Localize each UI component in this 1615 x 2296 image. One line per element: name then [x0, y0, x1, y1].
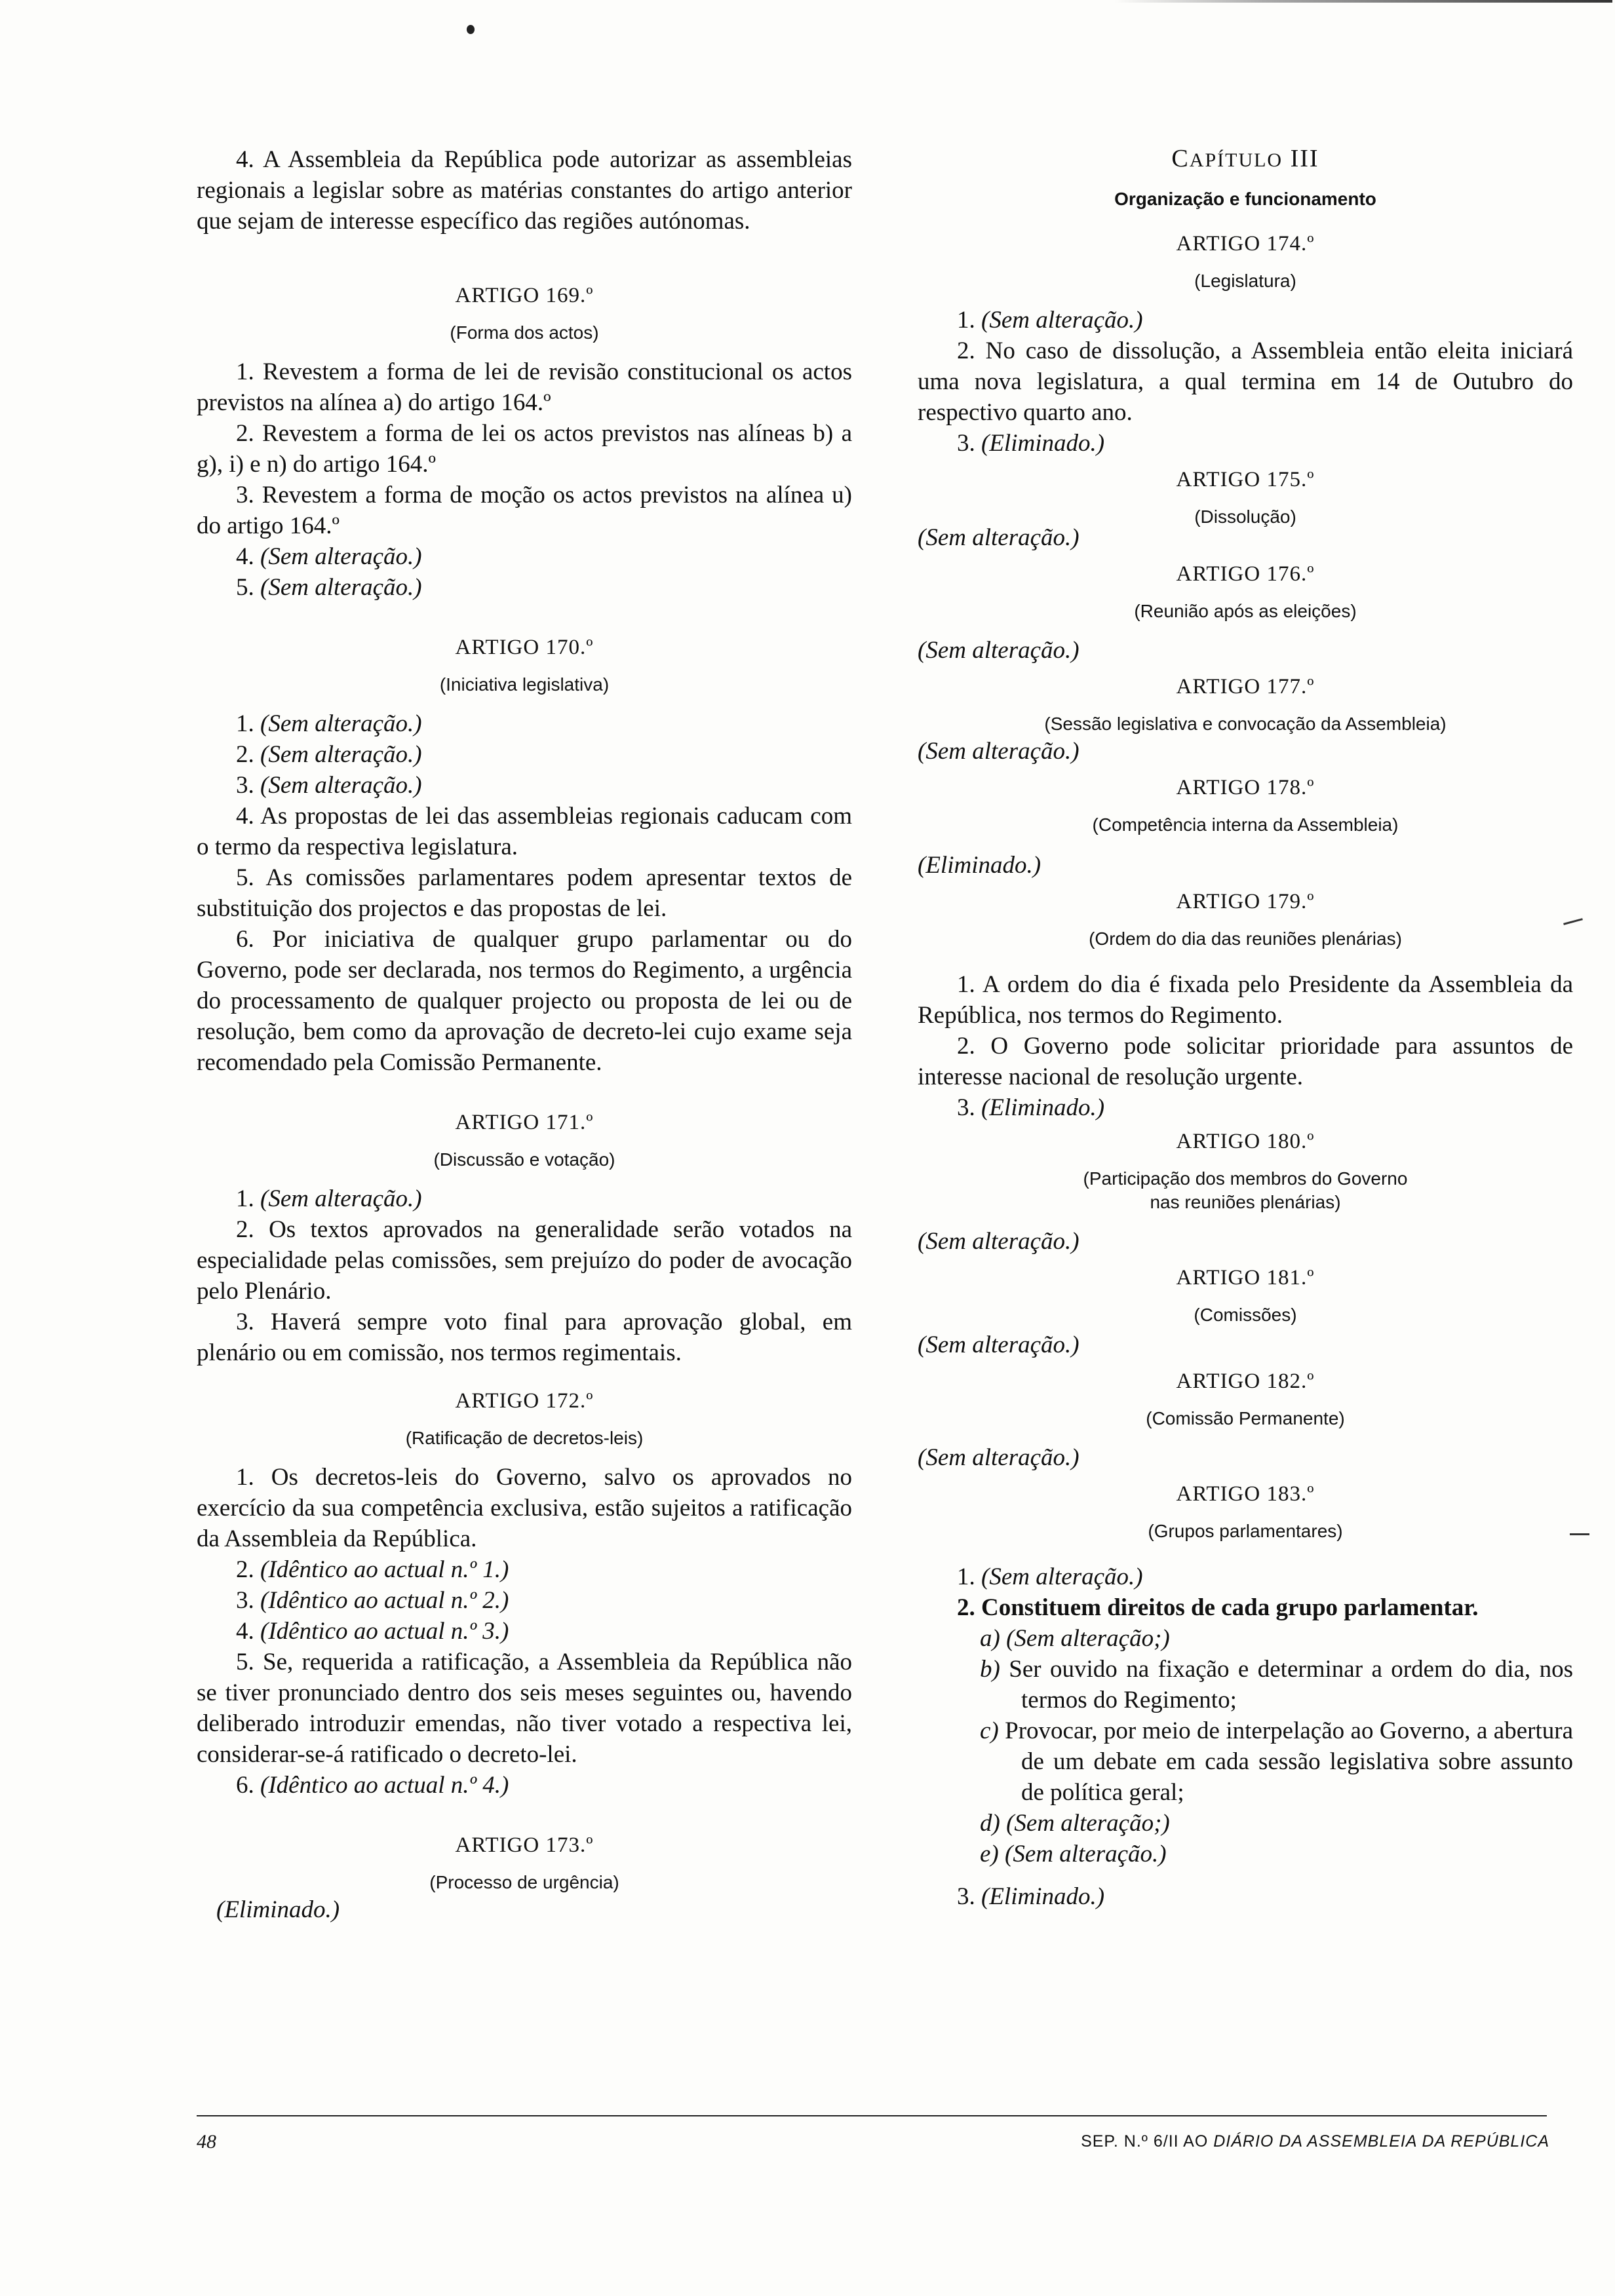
list-item: [918, 1881, 1573, 1912]
article-subtitle: (Reunião após as eleições): [1134, 601, 1357, 621]
article-heading: ARTIGO 173.º: [455, 1833, 594, 1857]
paragraph: 3. Revestem a forma de moção os actos previstos na alínea u) do artigo 164.º: [197, 482, 852, 539]
item-text: (Eliminado.): [981, 430, 1105, 457]
article-heading: ARTIGO 177.º: [1176, 675, 1315, 698]
sub-item: a) (Sem alteração;): [980, 1625, 1170, 1652]
status-line: (Eliminado.): [918, 852, 1041, 879]
list-item: [918, 1561, 1573, 1592]
article-heading: ARTIGO 179.º: [1176, 890, 1315, 913]
item-number: 1.: [957, 1563, 975, 1590]
article-heading: ARTIGO 171.º: [455, 1111, 594, 1134]
paragraph: 4. A Assembleia da República pode autorizar as assembleias regionais a legislar sobre as matérias constantes do artigo anterior que sejam de interesse específico das regiões autónomas.: [197, 146, 852, 235]
list-item: [918, 428, 1573, 459]
scan-dot: [467, 25, 475, 34]
status-line: (Sem alteração.): [918, 1331, 1080, 1358]
article-subtitle: (Forma dos actos): [450, 322, 599, 343]
article-subtitle: (Processo de urgência): [429, 1872, 619, 1892]
right-column: [918, 144, 1573, 1912]
status-line: (Sem alteração.): [918, 637, 1080, 664]
list-item: [197, 1770, 852, 1801]
paragraph: 2. Constituem direitos de cada grupo parlamentar.: [957, 1594, 1479, 1621]
paragraph: 2. Revestem a forma de lei os actos previstos nas alíneas b) a g), i) e n) do artigo 164.º: [197, 420, 852, 478]
sub-item: d) (Sem alteração;): [980, 1810, 1170, 1837]
item-number: 3.: [957, 430, 975, 457]
left-column: [197, 144, 852, 1929]
article-heading: ARTIGO 174.º: [1176, 232, 1315, 256]
chapter-subtitle: Organização e funcionamento: [1114, 189, 1376, 209]
paragraph: 1. A ordem do dia é fixada pelo Presidente da Assembleia da República, nos termos do Regimento.: [918, 971, 1573, 1029]
item-number: 1.: [236, 1185, 254, 1212]
item-text: (Sem alteração.): [260, 710, 422, 737]
item-text: (Eliminado.): [981, 1094, 1105, 1121]
item-number: 3.: [957, 1094, 975, 1121]
sub-item: e) (Sem alteração.): [980, 1841, 1167, 1867]
article-heading: ARTIGO 169.º: [455, 284, 594, 307]
sub-item-letter: b): [980, 1656, 1000, 1683]
article-heading: ARTIGO 175.º: [1176, 468, 1315, 491]
sub-item-text: Ser ouvido na fixação e determinar a ordem do dia, nos termos do Regimento;: [1009, 1656, 1573, 1713]
paragraph: 1. Os decretos-leis do Governo, salvo os aprovados no exercício da sua competência exclusiva, estão sujeitos a ratificação da Assembleia da República.: [197, 1464, 852, 1552]
list-item: [918, 1092, 1573, 1123]
paragraph: 5. Se, requerida a ratificação, a Assembleia da República não se tiver pronunciado dentro dos seis meses seguintes ou, havendo deliberado introduzir emendas, não tiver votado a respectiva lei, considerar-se-á ratificado o decreto-lei.: [197, 1649, 852, 1768]
item-number: 2.: [236, 1556, 254, 1583]
page-number: 48: [197, 2131, 216, 2152]
list-item: [197, 770, 852, 801]
article-subtitle: (Grupos parlamentares): [1148, 1521, 1343, 1541]
article-subtitle: [918, 1167, 1573, 1214]
item-number: 3.: [236, 772, 254, 799]
article-subtitle: (Ratificação de decretos-leis): [405, 1428, 644, 1448]
article-heading: ARTIGO 172.º: [455, 1389, 594, 1413]
publication-reference: [1081, 2132, 1549, 2151]
sub-item-letter: c): [980, 1717, 999, 1744]
paragraph: 2. No caso de dissolução, a Assembleia então eleita iniciará uma nova legislatura, a qual termina em 14 de Outubro do respectivo quarto ano.: [918, 337, 1573, 426]
chapter-rest: APÍTULO: [1189, 149, 1283, 171]
item-text: (Sem alteração.): [260, 772, 422, 799]
item-number: 1.: [236, 710, 254, 737]
footer-rule: [197, 2115, 1547, 2116]
list-item: [197, 708, 852, 739]
article-heading: ARTIGO 182.º: [1176, 1369, 1315, 1393]
list-item: [197, 1183, 852, 1214]
list-item: [197, 739, 852, 770]
status-line: (Eliminado.): [216, 1896, 340, 1923]
publication-ref-title: DIÁRIO DA ASSEMBLEIA DA REPÚBLICA: [1213, 2132, 1549, 2151]
item-text: (Eliminado.): [981, 1883, 1105, 1910]
list-item: [197, 1554, 852, 1585]
item-number: 4.: [236, 543, 254, 570]
item-text: (Sem alteração.): [260, 741, 422, 768]
sub-item-text: Provocar, por meio de interpelação ao Governo, a abertura de um debate em cada sessão legislativa sobre assunto de política geral;: [1005, 1717, 1573, 1806]
item-text: (Idêntico ao actual n.º 4.): [260, 1772, 509, 1799]
item-number: 1.: [957, 307, 975, 334]
item-text: (Sem alteração.): [260, 1185, 422, 1212]
article-subtitle: (Competência interna da Assembleia): [1092, 814, 1399, 835]
item-text: (Sem alteração.): [260, 543, 422, 570]
list-item: [197, 541, 852, 572]
item-text: (Idêntico ao actual n.º 3.): [260, 1618, 509, 1645]
article-subtitle: (Discussão e votação): [433, 1149, 615, 1170]
article-heading: ARTIGO 180.º: [1176, 1130, 1315, 1153]
paragraph: 3. Haverá sempre voto final para aprovação global, em plenário ou em comissão, nos termos regimentais.: [197, 1309, 852, 1366]
item-text: (Sem alteração.): [981, 307, 1143, 334]
item-number: 3.: [236, 1587, 254, 1614]
item-number: 3.: [957, 1883, 975, 1910]
list-item: [197, 572, 852, 603]
paragraph: 4. As propostas de lei das assembleias regionais caducam com o termo da respectiva legislatura.: [197, 803, 852, 860]
article-heading: ARTIGO 170.º: [455, 636, 594, 659]
chapter-heading: [918, 144, 1573, 173]
chapter-first-letter: C: [1171, 145, 1190, 172]
paragraph: 2. Os textos aprovados na generalidade serão votados na especialidade pelas comissões, sem prejuízo do poder de avocação pelo Plenário.: [197, 1216, 852, 1305]
article-subtitle: (Sessão legislativa e convocação da Assembleia): [1044, 714, 1447, 734]
sub-item: [918, 1654, 1573, 1715]
article-subtitle-line: (Participação dos membros do Governo: [1083, 1168, 1408, 1189]
item-text: (Idêntico ao actual n.º 1.): [260, 1556, 509, 1583]
scan-edge-line: [1114, 0, 1612, 3]
list-item: [197, 1585, 852, 1616]
article-subtitle: (Legislatura): [1194, 271, 1296, 291]
article-subtitle: (Ordem do dia das reuniões plenárias): [1089, 928, 1402, 949]
article-heading: ARTIGO 176.º: [1176, 562, 1315, 586]
article-subtitle: (Comissões): [1194, 1305, 1297, 1325]
paragraph: 1. Revestem a forma de lei de revisão constitucional os actos previstos na alínea a) do artigo 164.º: [197, 358, 852, 416]
item-text: (Idêntico ao actual n.º 2.): [260, 1587, 509, 1614]
status-line: (Sem alteração.): [918, 738, 1080, 765]
list-item: [918, 305, 1573, 335]
paragraph: 2. O Governo pode solicitar prioridade para assuntos de interesse nacional de resolução urgente.: [918, 1033, 1573, 1090]
publication-ref-prefix: SEP. N.º 6/II AO: [1081, 2132, 1209, 2151]
article-heading: ARTIGO 181.º: [1176, 1266, 1315, 1290]
article-subtitle-line: nas reuniões plenárias): [1150, 1192, 1341, 1212]
item-number: 4.: [236, 1618, 254, 1645]
article-subtitle: (Iniciativa legislativa): [439, 674, 610, 695]
status-line: (Sem alteração.): [918, 1444, 1080, 1471]
article-subtitle: (Dissolução): [1194, 507, 1296, 527]
article-heading: ARTIGO 178.º: [1176, 776, 1315, 799]
paragraph: 6. Por iniciativa de qualquer grupo parlamentar ou do Governo, pode ser declarada, nos termos do Regimento, a urgência do processamento de qualquer projecto ou proposta de lei ou de resolução, bem como da aprovação de decreto-lei cujo exame seja recomendado pela Comissão Permanente.: [197, 926, 852, 1076]
paragraph: 5. As comissões parlamentares podem apresentar textos de substituição dos projectos e das propostas de lei.: [197, 864, 852, 922]
status-line: (Sem alteração.): [918, 1228, 1080, 1255]
item-number: 6.: [236, 1772, 254, 1799]
article-heading: ARTIGO 183.º: [1176, 1482, 1315, 1506]
item-number: 2.: [236, 741, 254, 768]
item-number: 5.: [236, 574, 254, 601]
chapter-number: III: [1290, 145, 1319, 172]
list-item: [197, 1616, 852, 1647]
item-text: (Sem alteração.): [260, 574, 422, 601]
status-line: (Sem alteração.): [918, 524, 1080, 551]
sub-item: [918, 1715, 1573, 1808]
article-subtitle: (Comissão Permanente): [1146, 1408, 1345, 1428]
item-text: (Sem alteração.): [981, 1563, 1143, 1590]
